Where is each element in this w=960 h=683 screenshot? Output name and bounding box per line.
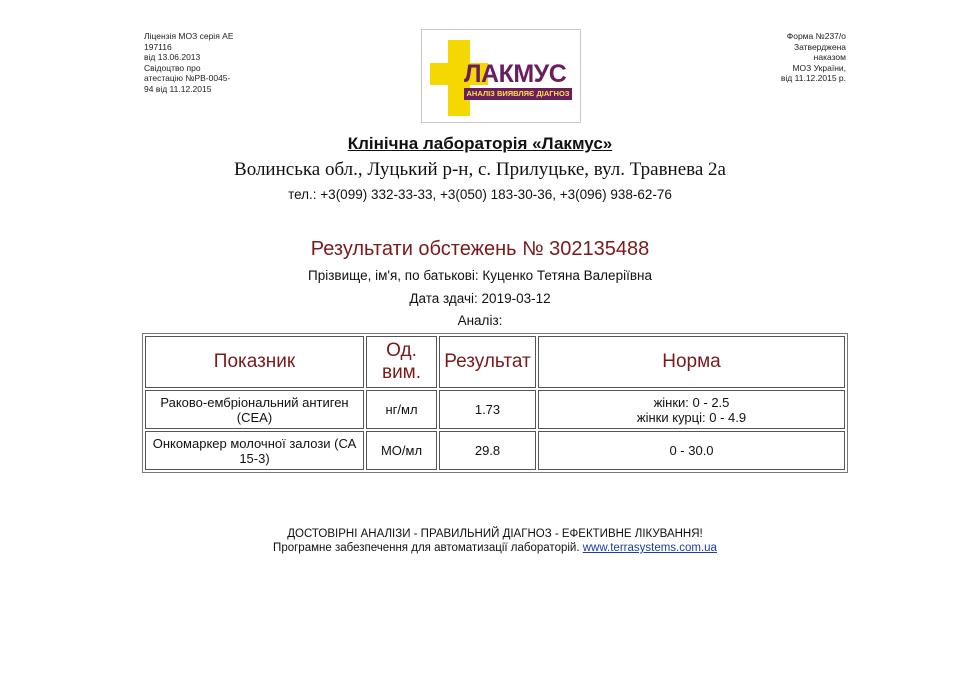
table-row	[145, 431, 845, 470]
form-note-line: від 11.12.2015 р.	[780, 73, 846, 83]
norm-line: 0 - 30.0	[669, 443, 714, 458]
logo-name: ЛАКМУС	[464, 60, 567, 88]
result-cell: 29.8	[439, 431, 536, 470]
submission-date: Дата здачі: 2019-03-12	[409, 291, 551, 306]
license-info	[144, 31, 254, 94]
lab-name: Клінічна лабораторія «Лакмус»	[347, 134, 613, 153]
logo-tagline: АНАЛІЗ ВИЯВЛЯЄ ДІАГНОЗ	[464, 88, 572, 100]
header-unit: Од. вим.	[366, 336, 437, 388]
footer-software	[0, 542, 960, 554]
form-note-line: наказом	[813, 52, 846, 62]
footer-slogan: ДОСТОВІРНІ АНАЛІЗИ - ПРАВИЛЬНИЙ ДІАГНОЗ - ЕФЕКТИВНЕ ЛІКУВАННЯ!	[287, 528, 703, 540]
indicator-cell: Раково-ембріональний антиген (СЕА)	[145, 390, 364, 429]
license-line: 94 від 11.12.2015	[144, 83, 212, 94]
patient-name: Прізвище, ім'я, по батькові: Куценко Тетяна Валеріївна	[308, 268, 652, 283]
analysis-label: Аналіз:	[457, 313, 503, 328]
lab-logo	[421, 29, 581, 123]
form-note	[738, 31, 846, 84]
table-row	[145, 390, 845, 429]
header-result: Результат	[439, 336, 536, 388]
results-title: Результати обстежень № 302135488	[310, 238, 650, 260]
norm-cell	[538, 390, 845, 429]
license-line: Ліцензія МОЗ серія АЕ	[144, 31, 234, 41]
norm-line: жінки курці: 0 - 4.9	[636, 409, 747, 425]
form-note-line: Затверджена	[793, 41, 846, 52]
form-note-line: МОЗ України,	[792, 62, 846, 73]
form-note-line: Форма №237/о	[786, 31, 846, 41]
license-line: атестацію №РВ-0045-	[144, 73, 231, 83]
license-line: 197116	[144, 41, 172, 52]
footer-software-text: Програмне забезпечення для автоматизації лабораторій.	[273, 542, 580, 554]
software-link[interactable]: www.terrasystems.com.ua	[582, 542, 717, 554]
norm-line: жінки: 0 - 2.5	[653, 394, 730, 410]
lab-address: Волинська обл., Луцький р-н, с. Прилуцьке, вул. Травнева 2а	[234, 159, 726, 180]
license-line: Свідоцтво про	[144, 62, 201, 73]
table-header-row	[145, 336, 845, 388]
unit-cell: нг/мл	[366, 390, 437, 429]
unit-cell: МО/мл	[366, 431, 437, 470]
results-table	[142, 333, 848, 473]
header-norm: Норма	[538, 336, 845, 388]
indicator-cell: Онкомаркер молочної залози (СА 15-3)	[145, 431, 364, 470]
result-cell: 1.73	[439, 390, 536, 429]
lab-phones: тел.: +3(099) 332-33-33, +3(050) 183-30-36, +3(096) 938-62-76	[288, 187, 672, 202]
license-line: від 13.06.2013	[144, 52, 201, 62]
header-indicator: Показник	[145, 336, 364, 388]
norm-cell	[538, 431, 845, 470]
